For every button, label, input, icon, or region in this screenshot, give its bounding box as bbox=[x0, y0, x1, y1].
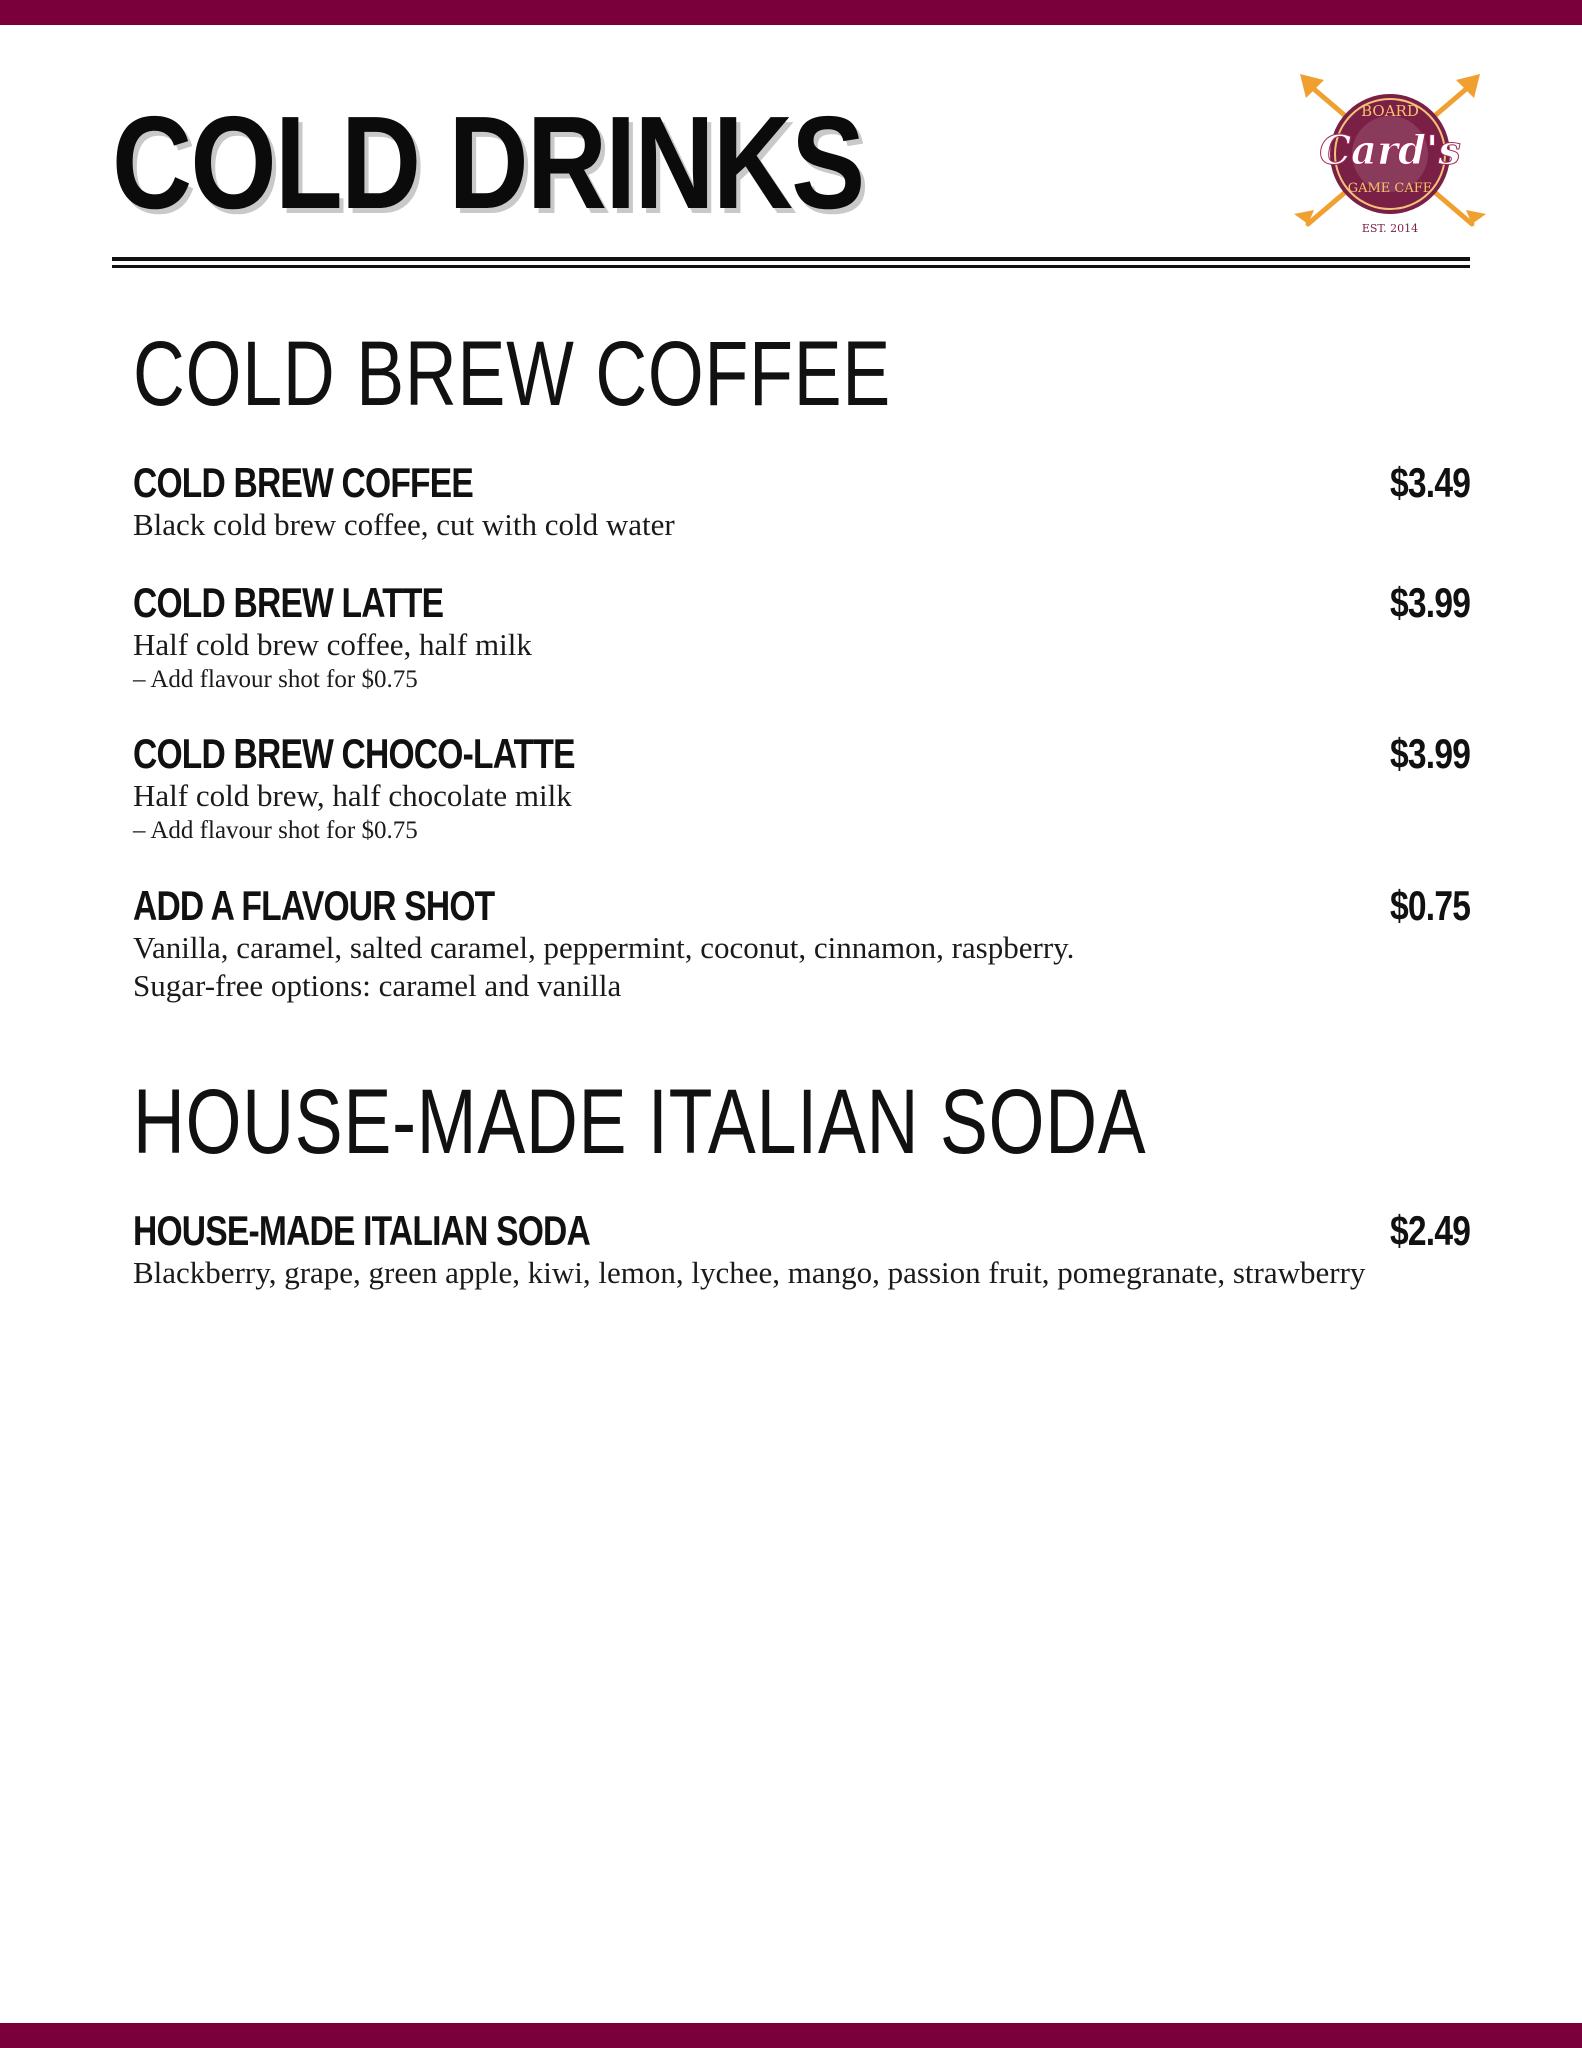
item-description: Blackberry, grape, green apple, kiwi, lemon, lychee, mango, passion fruit, pomegranate, strawberry bbox=[133, 1255, 1366, 1290]
svg-text:EST. 2014: EST. 2014 bbox=[1361, 222, 1419, 235]
item-description-text: Half cold brew, half chocolate milk bbox=[133, 778, 572, 813]
item-description bbox=[133, 626, 1470, 696]
item-price: $3.49 bbox=[1389, 459, 1470, 506]
item-description-text: Vanilla, caramel, salted caramel, peppermint, coconut, cinnamon, raspberry. bbox=[133, 930, 1075, 965]
item-name: COLD BREW LATTE bbox=[133, 579, 444, 626]
item-name: ADD A FLAVOUR SHOT bbox=[133, 882, 495, 929]
item-price: $0.75 bbox=[1389, 882, 1470, 929]
top-accent-bar bbox=[0, 0, 1582, 25]
cafe-logo-graphic bbox=[1290, 64, 1490, 244]
item-note: Sugar-free options: caramel and vanilla bbox=[133, 968, 622, 1003]
item-description-text: Half cold brew coffee, half milk bbox=[133, 627, 532, 662]
cafe-logo bbox=[1290, 64, 1490, 244]
item-name: COLD BREW CHOCO-LATTE bbox=[133, 730, 575, 777]
svg-text:BOARD: BOARD bbox=[1361, 102, 1419, 120]
item-name: COLD BREW COFFEE bbox=[133, 459, 473, 506]
item-description bbox=[133, 777, 1470, 847]
bottom-accent-bar bbox=[0, 2023, 1582, 2048]
item-description: Black cold brew coffee, cut with cold water bbox=[133, 507, 675, 542]
item-note: – Add flavour shot for $0.75 bbox=[133, 666, 418, 693]
svg-text:GAME CAFE: GAME CAFE bbox=[1347, 181, 1433, 196]
item-price: $2.49 bbox=[1389, 1207, 1470, 1254]
svg-text:Card's: Card's bbox=[1319, 127, 1461, 174]
section-title-cold-brew: COLD BREW COFFEE bbox=[133, 323, 892, 425]
item-price: $3.99 bbox=[1389, 730, 1470, 777]
title-divider-top bbox=[112, 257, 1470, 261]
item-price: $3.99 bbox=[1389, 579, 1470, 626]
item-note: – Add flavour shot for $0.75 bbox=[133, 817, 418, 844]
item-description bbox=[133, 929, 1470, 1005]
item-name: HOUSE-MADE ITALIAN SODA bbox=[133, 1207, 590, 1254]
section-title-italian-soda: HOUSE-MADE ITALIAN SODA bbox=[133, 1071, 1147, 1173]
title-divider-bottom bbox=[112, 265, 1470, 268]
page-title: COLD DRINKS bbox=[112, 89, 864, 236]
